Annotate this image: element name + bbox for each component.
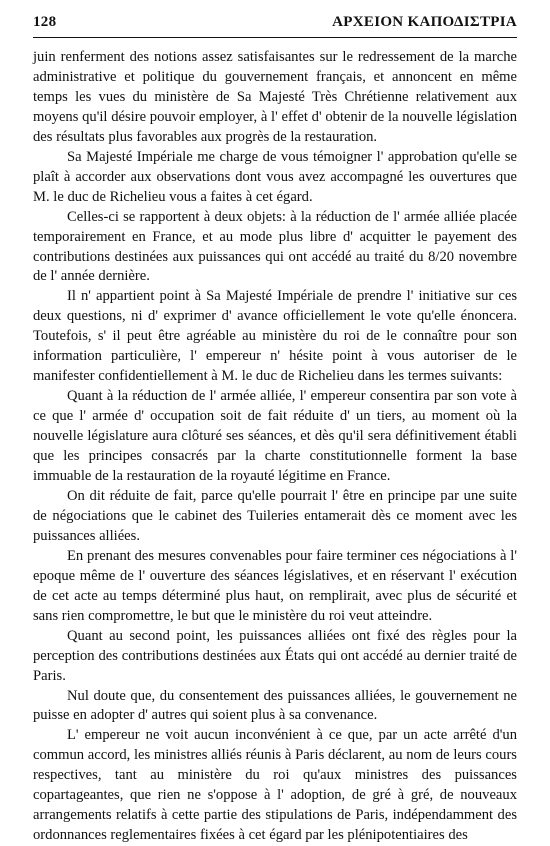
paragraph: L' empereur ne voit aucun inconvénient à ce que, par un acte arrêté d'un commun accord, les ministres alliés réunis à Paris déclarent, au nom de leurs cours respectives, tant au ministère du roi qu'aux ministres des puissances copartageantes, que rien ne s'oppose à l' adoption, de gré à gré, de nouveaux arrangements relatifs à cette partie des stipulations de Paris, indépendamment des ordonnances reglementaires fixées à cet égard par les plénipotentiaires des: [33, 727, 517, 844]
paragraph: Il n' appartient point à Sa Majesté Impériale de prendre l' initiative sur ces deux questions, ni d' exprimer d' avance officiellement le vote qu'elle énoncera. Toutefois, s' il peut être agréable au ministère du roi de le connaître pour son information particulière, l' empereur n' hésite point à vous autoriser de le manifester confidentiellement à M. le duc de Richelieu dans les termes suivants:: [33, 288, 517, 385]
page-header: [33, 14, 517, 31]
running-title: ΑΡΧΕΙΟΝ ΚΑΠΟΔΙΣΤΡΙΑ: [332, 14, 517, 30]
header-rule: [33, 37, 517, 38]
paragraph: Nul doute que, du consentement des puissances alliées, le gouvernement ne puisse en adopter d' autres qui soient plus à sa convenance.: [33, 687, 517, 724]
paragraph: juin renferment des notions assez satisfaisantes sur le redressement de la marche administrative et politique du gouvernement français, et annoncent en même temps les vues du ministère de Sa Majesté Très Chrétienne relativement aux moyens qu'il désire pouvoir employer, à l' effet d' obtenir de la nouvelle législation des résultats plus favorables aux progrès de la restauration.: [33, 49, 517, 145]
body-text: [33, 48, 517, 846]
paragraph: On dit réduite de fait, parce qu'elle pourrait l' être en principe par une suite de négociations que le cabinet des Tuileries entamerait dès ce moment avec les puissances alliées.: [33, 487, 517, 544]
paragraph: Celles-ci se rapportent à deux objets: à la réduction de l' armée alliée placée temporairement en France, et au mode plus libre d' acquitter le payement des contributions destinées aux puissances qui ont accédé au traité du 8/20 novembre de l' année dernière.: [33, 208, 517, 285]
paragraph: Quant à la réduction de l' armée alliée, l' empereur consentira par son vote à ce que l' armée d' occupation soit de fait réduite d' un tiers, au moment où la nouvelle législature aura clôturé ses séances, et dès qu'il sera définitivement établi que les principes consacrés par la charte constitutionnelle forment la base immuable de la restauration de la royauté légitime en France.: [33, 388, 517, 485]
paragraph: Quant au second point, les puissances alliées ont fixé des règles pour la perception des contributions destinées aux États qui ont accédé au dernier traité de Paris.: [33, 627, 517, 684]
page-number: 128: [33, 14, 57, 30]
paragraph: En prenant des mesures convenables pour faire terminer ces négociations à l' epoque même de l' ouverture des séances législatives, et en réservant l' exécution de cet acte au temps déterminé plus haut, on remplirait, avec plus de sécurité et sans rien compromettre, le but que le ministère du roi veut atteindre.: [33, 547, 517, 624]
paragraph: Sa Majesté Impériale me charge de vous témoigner l' approbation qu'elle se plaît à accorder aux observations dont vous avez accompagné les ouvertures que M. le duc de Richelieu vous a faites à cet égard.: [33, 148, 517, 205]
